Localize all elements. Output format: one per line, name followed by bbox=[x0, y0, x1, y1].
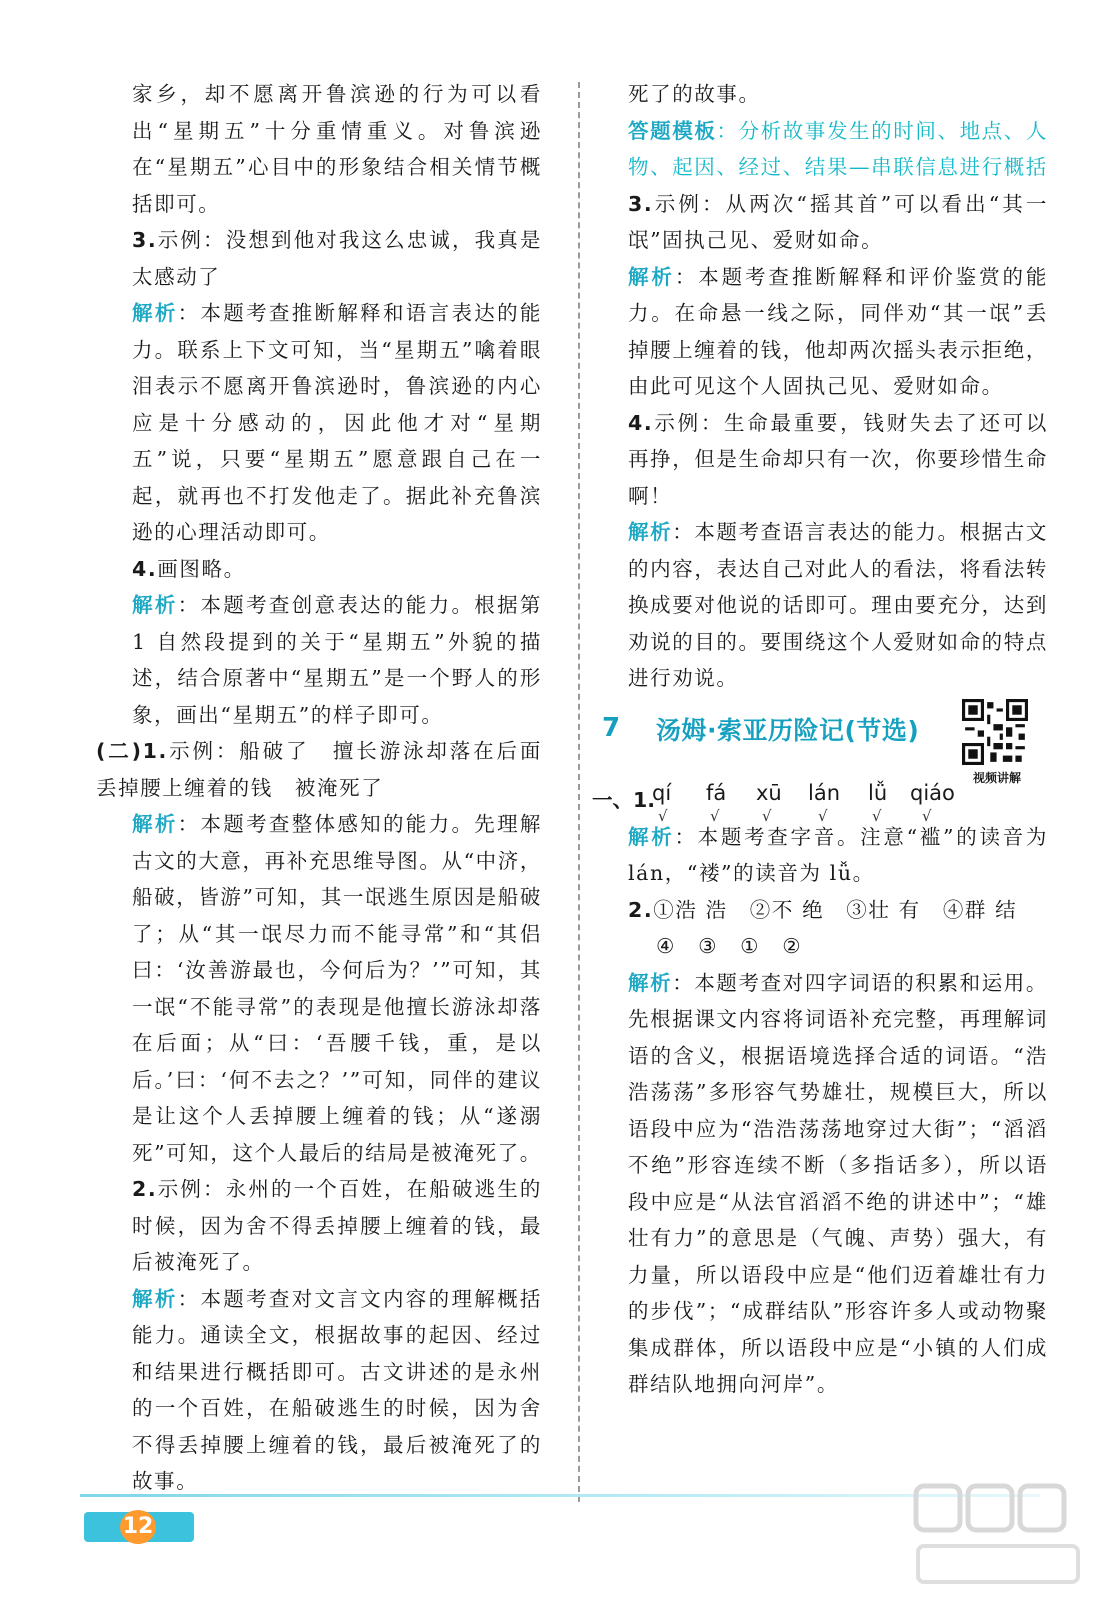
pinyin-6: qiáo bbox=[910, 780, 955, 805]
question-2-order: ④ ③ ① ② bbox=[656, 934, 803, 958]
analysis-text: ：本题考查推断解释和语言表达的能力。联系上下文可知，当“星期五”噙着眼泪表示不愿离开鲁滨逊时，鲁滨逊的内心应是十分感动的，因此他才对“星期五”说，只要“星期五”愿意跟自己在一起，就再也不打发他走了。据此补充鲁滨逊的心理活动即可。 bbox=[132, 301, 542, 544]
part-2-question-2 bbox=[132, 1171, 542, 1281]
analysis-label: 解析 bbox=[628, 970, 673, 995]
answer-text: 示例：从两次“摇其首”可以看出“其一氓”固执己见、爱财如命。 bbox=[628, 191, 1048, 252]
question-number: 2. bbox=[628, 897, 654, 922]
template-text: ：分析故事发生的时间、地点、人物、起因、经过、结果—串联信息进行概括 bbox=[628, 118, 1048, 179]
analysis-text: ：本题考查字音。注意“褴”的读音为 lán，“褛”的读音为 lǚ。 bbox=[628, 824, 1048, 885]
section-title: 汤姆·索亚历险记(节选) bbox=[656, 715, 920, 745]
check-mark-icon: √ bbox=[710, 806, 720, 825]
check-mark-icon: √ bbox=[872, 806, 882, 825]
section-number: 7 bbox=[602, 712, 621, 743]
question-4 bbox=[628, 405, 1048, 515]
question-number: 一、1. bbox=[592, 787, 656, 812]
question-number: 4. bbox=[132, 556, 158, 581]
analysis bbox=[628, 259, 1048, 405]
check-mark-icon: √ bbox=[922, 806, 932, 825]
analysis bbox=[628, 819, 1048, 892]
pinyin-3: xū bbox=[756, 780, 782, 805]
qr-caption: 视频讲解 bbox=[972, 770, 1021, 785]
qr-code-icon[interactable] bbox=[962, 699, 1028, 765]
analysis bbox=[628, 514, 1048, 697]
check-mark-icon: √ bbox=[658, 806, 668, 825]
analysis-text: ：本题考查整体感知的能力。先理解古文的大意，再补充思维导图。从“中济，船破，皆游”可知，其一氓逃生原因是船破了；从“其一氓尽力而不能寻常”和“其侣曰：‘汝善游最也，今何后为？’”可知，其一氓“不能寻常”的表现是他擅长游泳却落在后面；从“曰：‘吾腰千钱，重，是以后。’曰：‘何不去之？’”可知，同伴的建议是让这个人丢掉腰上缠着的钱；从“遂溺死”可知，这个人最后的结局是被淹死了。 bbox=[132, 812, 542, 1165]
analysis-label: 解析 bbox=[132, 812, 178, 836]
pinyin-2: fá bbox=[706, 780, 727, 805]
part-label: (二) bbox=[96, 739, 143, 763]
question-number: 4. bbox=[628, 410, 654, 435]
answer-text: 示例：生命最重要，钱财失去了还可以再挣，但是生命却只有一次，你要珍惜生命啊！ bbox=[628, 410, 1048, 508]
question-2 bbox=[628, 892, 1048, 929]
paragraph: 家乡，却不愿离开鲁滨逊的行为可以看出“星期五”十分重情重义。对鲁滨逊在“星期五”心目中的形象结合相关情节概括即可。 bbox=[132, 82, 542, 216]
analysis-label: 解析 bbox=[628, 824, 675, 849]
answer-text: 示例：没想到他对我这么忠诚，我真是太感动了 bbox=[132, 228, 542, 289]
analysis-label: 解析 bbox=[628, 264, 675, 289]
answer-template bbox=[628, 113, 1048, 186]
pinyin-answers bbox=[592, 779, 1048, 825]
analysis-text: ：本题考查推断解释和评价鉴赏的能力。在命悬一线之际，同伴劝“其一氓”丢掉腰上缠着的钱，他却两次摇头表示拒绝，由此可见这个人固执己见、爱财如命。 bbox=[628, 264, 1048, 398]
footer-rule bbox=[80, 1494, 1040, 1497]
analysis bbox=[132, 806, 542, 1171]
analysis-text: ：本题考查创意表达的能力。根据第 1 自然段提到的关于“星期五”外貌的描述，结合原著中“星期五”是一个野人的形象，画出“星期五”的样子即可。 bbox=[132, 593, 542, 727]
analysis-label: 解析 bbox=[628, 520, 673, 544]
question-number: 3. bbox=[628, 191, 654, 216]
check-mark-icon: √ bbox=[762, 806, 772, 825]
analysis bbox=[132, 587, 542, 733]
page-number: 12 bbox=[120, 1510, 156, 1544]
analysis bbox=[628, 965, 1048, 1403]
analysis-label: 解析 bbox=[132, 1286, 178, 1311]
part-2-question-1 bbox=[96, 733, 565, 806]
answer-text: ①浩 浩 ②不 绝 ③壮 有 ④群 结 bbox=[653, 897, 1018, 922]
question-4 bbox=[132, 551, 542, 588]
section-heading bbox=[602, 705, 1048, 785]
column-divider bbox=[578, 82, 580, 1502]
analysis bbox=[132, 1281, 542, 1500]
question-3 bbox=[628, 186, 1048, 259]
left-column bbox=[96, 76, 565, 1500]
question-number: 1. bbox=[142, 739, 168, 763]
question-3 bbox=[132, 222, 542, 295]
analysis-text: ：本题考查语言表达的能力。根据古文的内容，表达自己对此人的看法，将看法转换成要对他说的话即可。理由要充分，达到劝说的目的。要围绕这个人爱财如命的特点进行劝说。 bbox=[628, 520, 1049, 690]
pinyin-1: qí bbox=[652, 780, 672, 805]
pinyin-4: lán bbox=[808, 780, 841, 805]
analysis-text: ：本题考查对四字词语的积累和运用。先根据课文内容将词语补充完整，再理解词语的含义，根据语境选择合适的词语。“浩浩荡荡”多形容气势雄壮，规模巨大，所以语段中应为“浩浩荡荡地穿过大街”；“滔滔不绝”形容连续不断（多指话多），所以语段中应是“从法官滔滔不绝的讲述中”；“雄壮有力”的意思是（气魄、声势）强大，有力量，所以语段中应是“他们迈着雄壮有力的步伐”；“成群结队”形容许多人或动物聚集成群体，所以语段中应是“小镇的人们成群结队地拥向河岸”。 bbox=[628, 970, 1049, 1396]
analysis bbox=[132, 295, 542, 551]
answer-text: 画图略。 bbox=[157, 556, 246, 581]
paragraph: 死了的故事。 bbox=[628, 82, 761, 106]
answer-text: 示例：船破了 擅长游泳却落在后面 丢掉腰上缠着的钱 被淹死了 bbox=[96, 739, 565, 800]
question-number: 2. bbox=[132, 1177, 158, 1201]
question-number: 3. bbox=[132, 228, 158, 252]
right-column bbox=[592, 76, 1049, 1403]
template-label: 答题模板 bbox=[628, 118, 717, 143]
pinyin-5: lǚ bbox=[868, 780, 888, 805]
answer-text: 示例：永州的一个百姓，在船破逃生的时候，因为舍不得丢掉腰上缠着的钱，最后被淹死了。 bbox=[132, 1177, 542, 1274]
watermark-logo-icon bbox=[912, 1480, 1092, 1592]
analysis-label: 解析 bbox=[132, 301, 178, 325]
analysis-label: 解析 bbox=[132, 593, 178, 617]
check-mark-icon: √ bbox=[818, 806, 828, 825]
analysis-text: ：本题考查对文言文内容的理解概括能力。通读全文，根据故事的起因、经过和结果进行概括即可。古文讲述的是永州的一个百姓，在船破逃生的时候，因为舍不得丢掉腰上缠着的钱，最后被淹死了的故事。 bbox=[132, 1286, 542, 1493]
